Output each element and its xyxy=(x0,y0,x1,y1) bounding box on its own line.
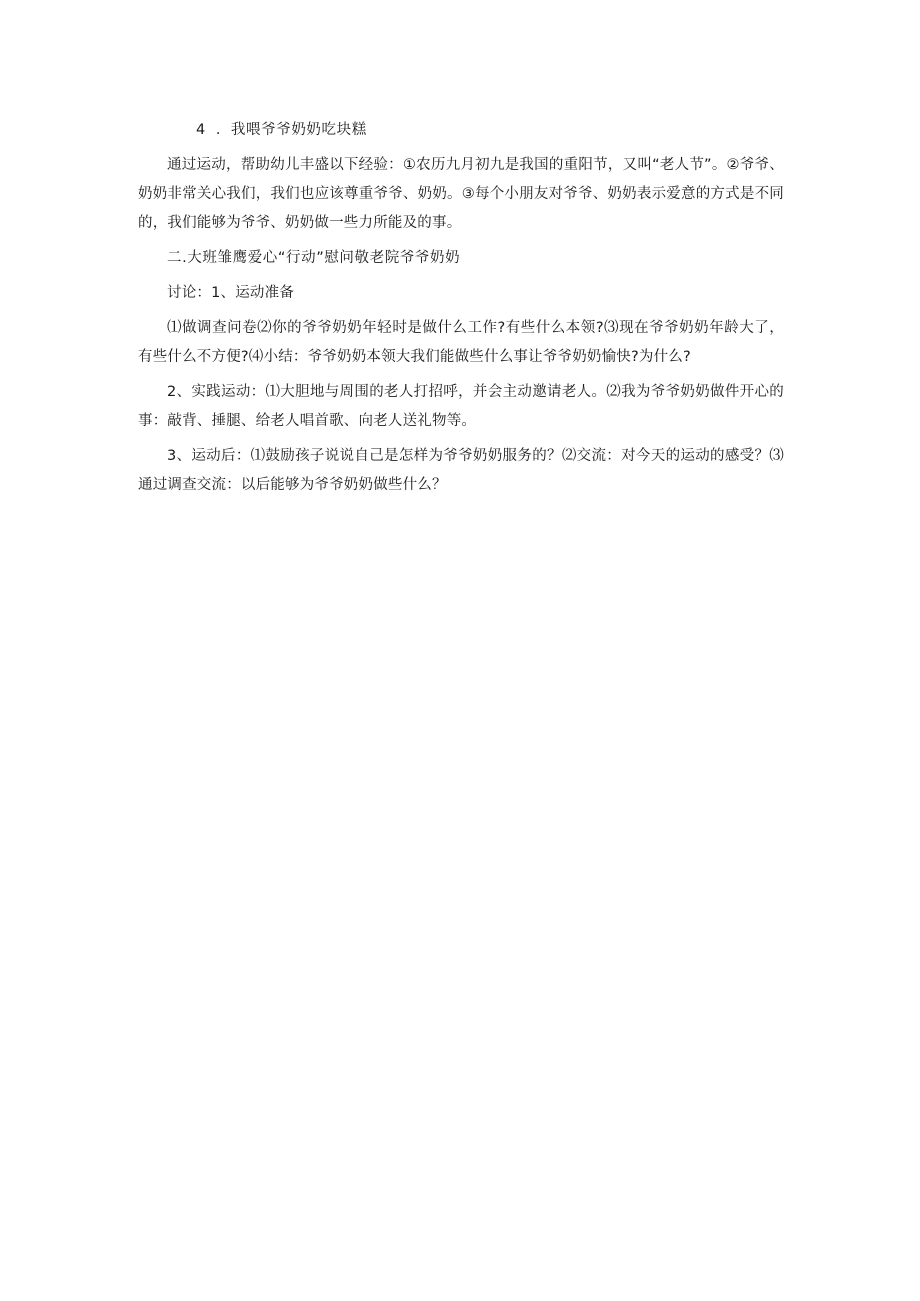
after-activity-paragraph: 3、运动后：⑴鼓励孩子说说自己是怎样为爷爷奶奶服务的？⑵交流：对今天的运动的感受？⑶通过调查交流：以后能够为爷爷奶奶做些什么？ xyxy=(138,448,784,493)
preparation-paragraph: ⑴做调查问卷⑵你的爷爷奶奶年轻时是做什么工作?有些什么本领?⑶现在爷爷奶奶年龄大了，有些什么不方便?⑷小结：爷爷奶奶本领大我们能做些什么事让爷爷奶奶愉快?为什么? xyxy=(138,320,784,365)
document-body xyxy=(138,116,784,506)
practice-paragraph: 2、实践运动：⑴大胆地与周围的老人打招呼，并会主动邀请老人。⑵我为爷爷奶奶做件开心的事：敲背、捶腿、给老人唱首歌、向老人送礼物等。 xyxy=(138,384,784,429)
discussion-heading: 讨论：1、运动准备 xyxy=(167,285,295,301)
experience-paragraph: 通过运动，帮助幼儿丰盛以下经验：①农历九月初九是我国的重阳节，又叫“老人节”。②爷爷、奶奶非常关心我们，我们也应该尊重爷爷、奶奶。③每个小朋友对爷爷、奶奶表示爱意的方式是不同的，我们能够为爷爷、奶奶做一些力所能及的事。 xyxy=(138,157,784,231)
item-4-title: ．我喂爷爷奶奶吃块糕 xyxy=(215,122,367,138)
item-4-number: 4 xyxy=(196,122,206,138)
item-4-heading xyxy=(138,116,784,145)
section-2-heading: 二.大班雏鹰爱心“行动”慰问敬老院爷爷奶奶 xyxy=(167,250,461,266)
